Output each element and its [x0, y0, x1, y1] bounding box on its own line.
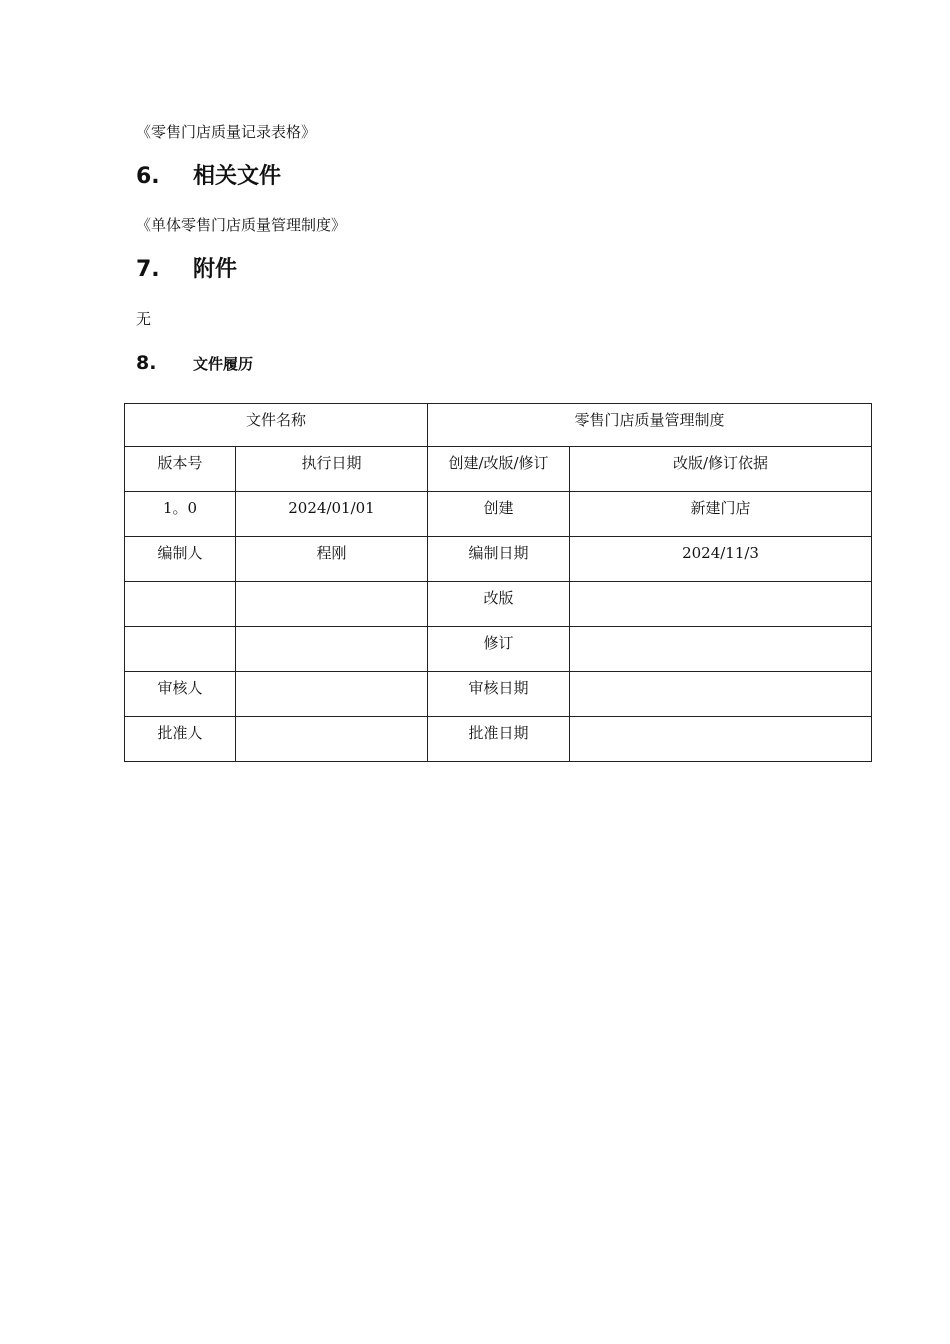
header-change-basis: 改版/修订依据 — [570, 447, 872, 492]
table-cell — [236, 582, 428, 627]
table-cell — [570, 582, 872, 627]
table-row — [125, 404, 872, 447]
header-effective-date: 执行日期 — [236, 447, 428, 492]
table-row — [125, 582, 872, 627]
section-6-number: 6. — [136, 164, 160, 189]
quality-records-reference: 《零售门店质量记录表格》 — [136, 123, 317, 141]
table-cell — [236, 717, 428, 762]
header-version: 版本号 — [125, 447, 236, 492]
table-cell — [125, 582, 236, 627]
table-row — [125, 492, 872, 537]
table-cell — [236, 627, 428, 672]
document-history-table — [124, 403, 872, 762]
table-cell: 批准日期 — [428, 717, 570, 762]
table-cell: 修订 — [428, 627, 570, 672]
attachments-value: 无 — [136, 310, 152, 328]
table-row — [125, 537, 872, 582]
header-change-type: 创建/改版/修订 — [428, 447, 570, 492]
table-cell: 创建 — [428, 492, 570, 537]
section-8-number: 8. — [136, 352, 157, 374]
doc-name-label-cell: 文件名称 — [125, 404, 428, 447]
table-cell: 审核日期 — [428, 672, 570, 717]
section-8-title: 文件履历 — [193, 355, 254, 373]
table-cell — [570, 627, 872, 672]
section-6-heading — [136, 163, 281, 191]
table-row — [125, 672, 872, 717]
section-7-number: 7. — [136, 257, 160, 282]
table-cell — [570, 717, 872, 762]
doc-name-value-cell: 零售门店质量管理制度 — [428, 404, 872, 447]
table-cell: 1。0 — [125, 492, 236, 537]
section-7-title: 附件 — [193, 257, 238, 282]
table-cell: 编制日期 — [428, 537, 570, 582]
table-cell — [236, 672, 428, 717]
table-cell: 改版 — [428, 582, 570, 627]
section-8-heading — [136, 352, 253, 374]
section-6-title: 相关文件 — [193, 164, 282, 189]
table-cell: 审核人 — [125, 672, 236, 717]
table-cell: 程刚 — [236, 537, 428, 582]
table-cell — [570, 672, 872, 717]
table-cell: 批准人 — [125, 717, 236, 762]
table-row — [125, 627, 872, 672]
section-7-heading — [136, 256, 237, 284]
table-cell — [125, 627, 236, 672]
table-row — [125, 717, 872, 762]
table-cell: 2024/01/01 — [236, 492, 428, 537]
table-cell: 新建门店 — [570, 492, 872, 537]
table-cell: 编制人 — [125, 537, 236, 582]
table-cell: 2024/11/3 — [570, 537, 872, 582]
related-files-reference: 《单体零售门店质量管理制度》 — [136, 216, 347, 234]
table-row — [125, 447, 872, 492]
